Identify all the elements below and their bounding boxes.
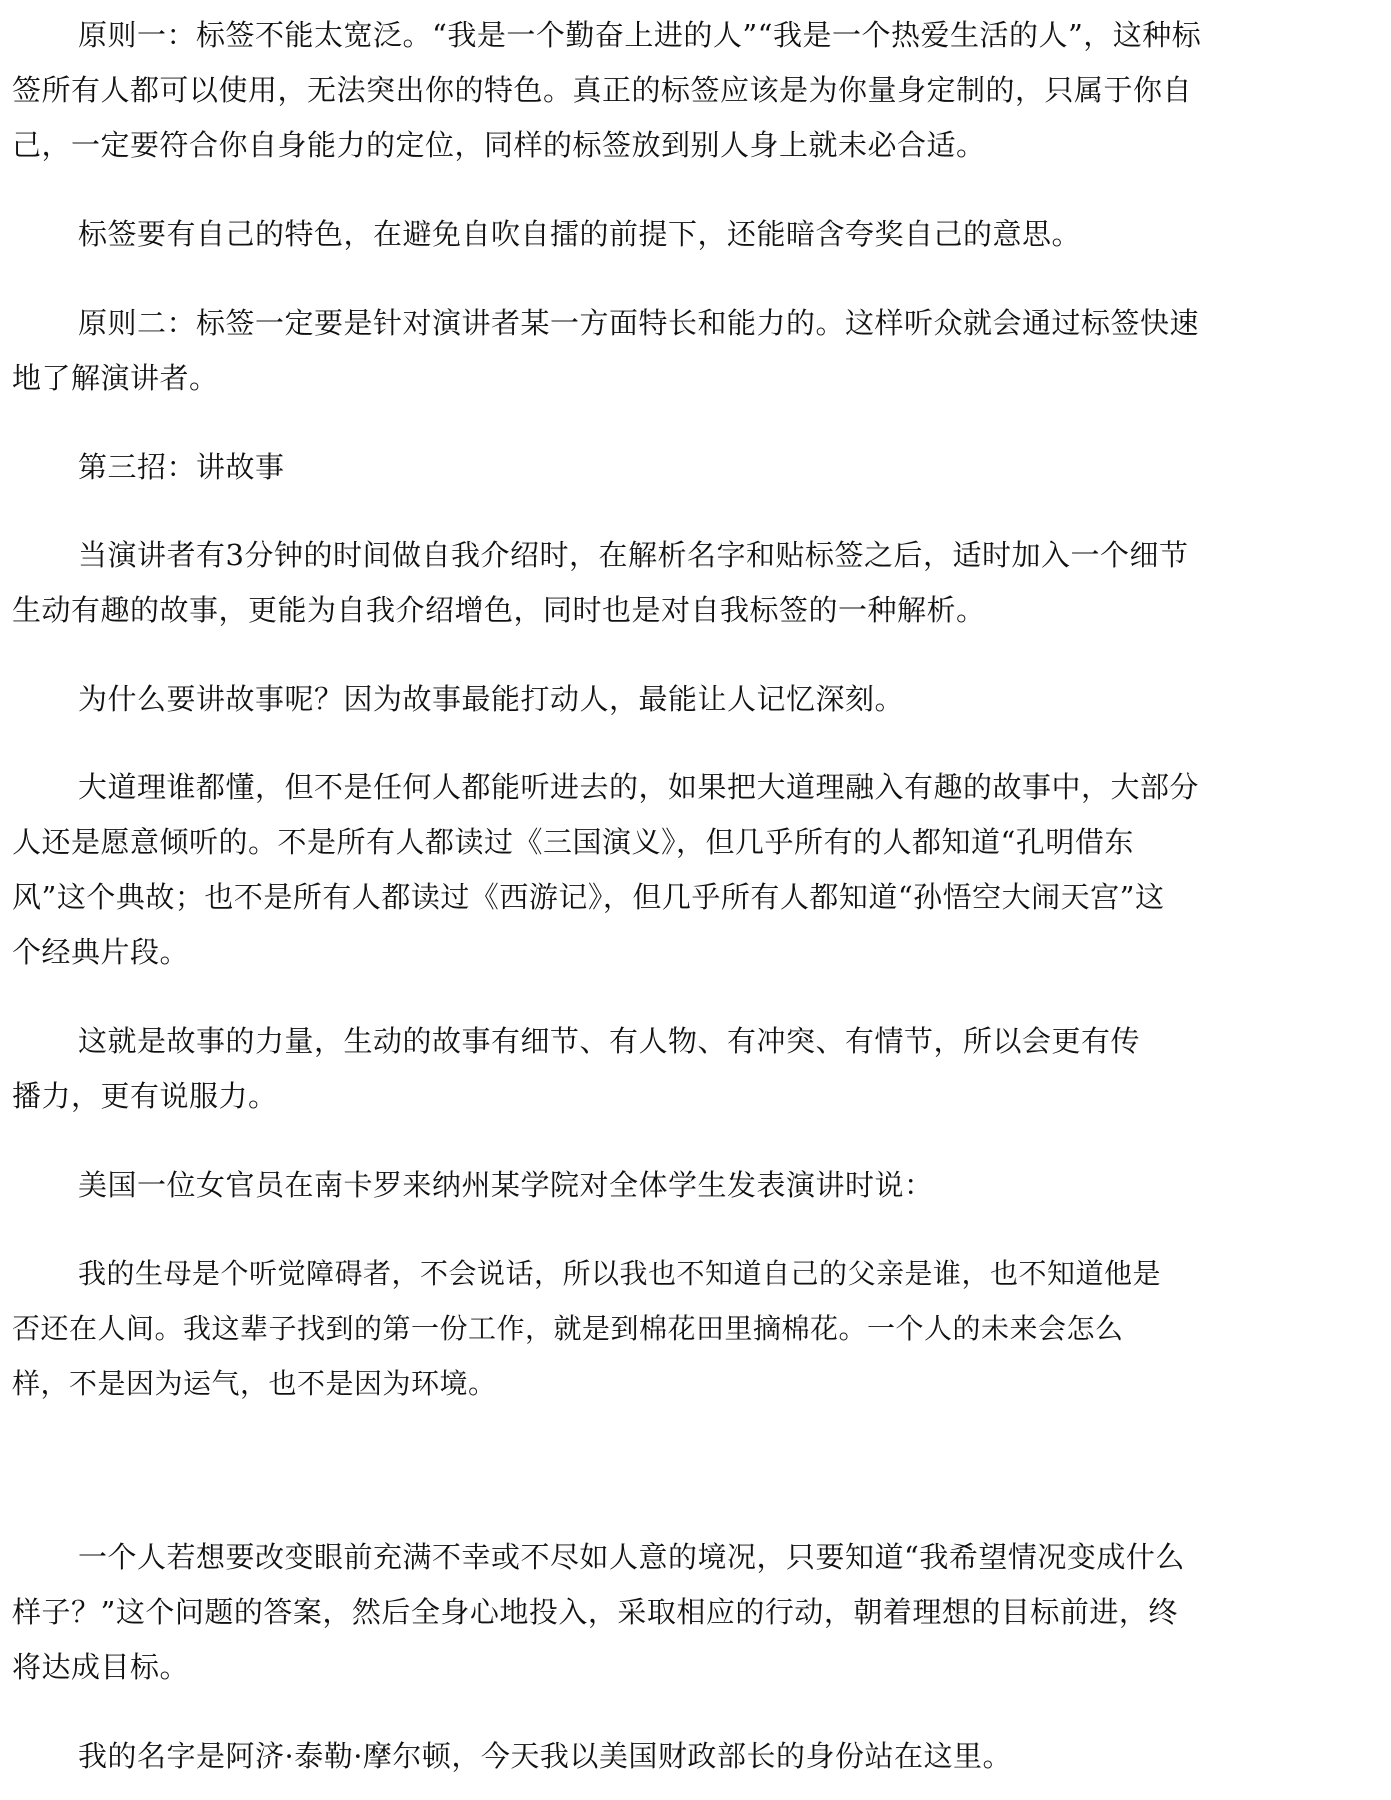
text-line: 原则一：标签不能太宽泛。“我是一个勤奋上进的人”“我是一个热爱生活的人”，这种标 bbox=[78, 18, 1202, 52]
text-line: 我的名字是阿济·泰勒·摩尔顿，今天我以美国财政部长的身份站在这里。 bbox=[78, 1739, 1012, 1773]
paragraph-principle-one bbox=[12, 8, 1380, 173]
paragraph-change-situation bbox=[12, 1530, 1380, 1695]
text-line: 签所有人都可以使用，无法突出你的特色。真正的标签应该是为你量身定制的，只属于你自 bbox=[12, 73, 1193, 107]
paragraph-principle-two bbox=[12, 296, 1380, 406]
paragraph-why-stories bbox=[12, 672, 1380, 727]
text-line: 我的生母是个听觉障碍者，不会说话，所以我也不知道自己的父亲是谁，也不知道他是 bbox=[78, 1257, 1162, 1290]
text-line: 第三招：讲故事 bbox=[78, 450, 285, 484]
text-line: 否还在人间。我这辈子找到的第一份工作，就是到棉花田里摘棉花。一个人的未来会怎么 bbox=[12, 1312, 1124, 1345]
text-line: 生动有趣的故事，更能为自我介绍增色，同时也是对自我标签的一种解析。 bbox=[12, 593, 986, 627]
text-line: 标签要有自己的特色，在避免自吹自擂的前提下，还能暗含夸奖自己的意思。 bbox=[78, 217, 1082, 251]
text-line: 当演讲者有3分钟的时间做自我介绍时，在解析名字和贴标签之后，适时加入一个细节 bbox=[78, 538, 1189, 572]
paragraph-quote-part-one bbox=[12, 1246, 1380, 1411]
text-line: 将达成目标。 bbox=[12, 1650, 190, 1684]
paragraph-label-feature bbox=[12, 207, 1380, 262]
text-line: 为什么要讲故事呢？因为故事最能打动人，最能让人记忆深刻。 bbox=[78, 682, 905, 716]
text-line: 风”这个典故；也不是所有人都读过《西游记》，但几乎所有人都知道“孙悟空大闹天宫”这 bbox=[12, 880, 1165, 914]
text-line: 己，一定要符合你自身能力的定位，同样的标签放到别人身上就未必合适。 bbox=[12, 128, 986, 162]
paragraph-power-of-story bbox=[12, 1014, 1380, 1124]
text-line: 个经典片段。 bbox=[12, 935, 190, 969]
text-line: 样，不是因为运气，也不是因为环境。 bbox=[12, 1367, 497, 1400]
text-line: 样子？”这个问题的答案，然后全身心地投入，采取相应的行动，朝着理想的目标前进，终 bbox=[12, 1595, 1178, 1629]
document-page bbox=[12, 0, 1380, 1800]
paragraph-big-principles bbox=[12, 760, 1380, 980]
paragraph-official-speech-intro bbox=[12, 1158, 1380, 1213]
text-line: 地了解演讲者。 bbox=[12, 361, 219, 395]
text-line: 播力，更有说服力。 bbox=[12, 1079, 278, 1113]
text-line: 一个人若想要改变眼前充满不幸或不尽如人意的境况，只要知道“我希望情况变成什么 bbox=[78, 1540, 1185, 1574]
text-line: 人还是愿意倾听的。不是所有人都读过《三国演义》，但几乎所有的人都知道“孔明借东 bbox=[12, 825, 1134, 859]
text-line: 原则二：标签一定要是针对演讲者某一方面特长和能力的。这样听众就会通过标签快速 bbox=[78, 306, 1200, 340]
text-line: 美国一位女官员在南卡罗来纳州某学院对全体学生发表演讲时说： bbox=[78, 1168, 934, 1202]
paragraph-my-name bbox=[12, 1729, 1380, 1784]
text-line: 大道理谁都懂，但不是任何人都能听进去的，如果把大道理融入有趣的故事中，大部分 bbox=[78, 770, 1200, 804]
text-line: 这就是故事的力量，生动的故事有细节、有人物、有冲突、有情节，所以会更有传 bbox=[78, 1024, 1141, 1058]
paragraph-storytelling-intro bbox=[12, 528, 1380, 638]
paragraph-third-move-heading bbox=[12, 440, 1380, 495]
